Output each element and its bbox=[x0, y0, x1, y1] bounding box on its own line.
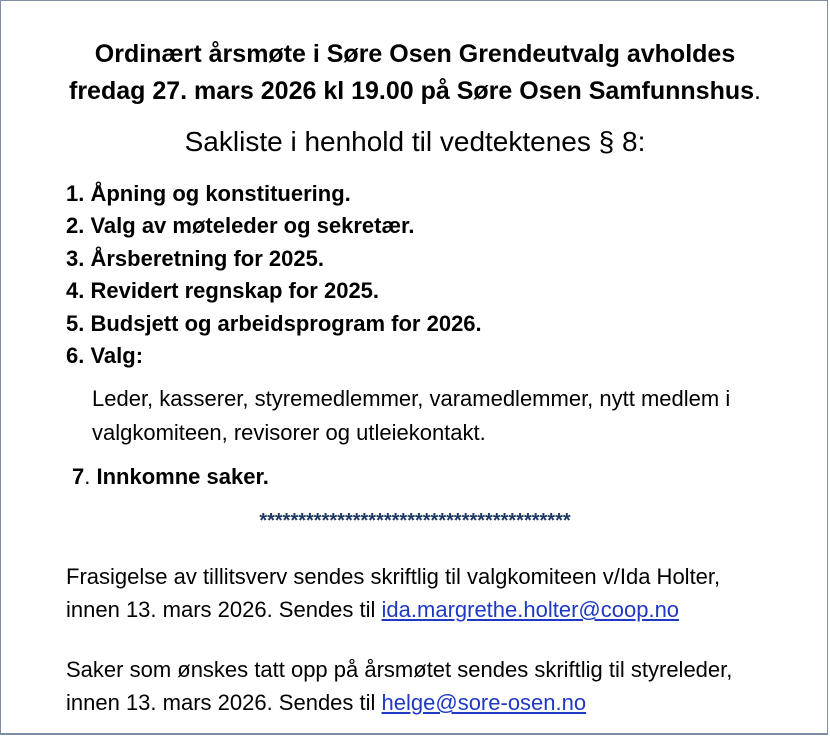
valg-description: Leder, kasserer, styremedlemmer, varamedlemmer, nytt medlem i valgkomiteen, revisorer og utleiekontakt. bbox=[92, 386, 731, 445]
separator-stars: **************************************** bbox=[259, 510, 571, 532]
paragraph1-line2 bbox=[66, 593, 826, 626]
paragraph2-line2 bbox=[66, 686, 826, 719]
item7-dot: . bbox=[84, 464, 91, 489]
agenda-item-1: 1. Åpning og konstituering. bbox=[66, 181, 351, 206]
email-link-valgkomite[interactable]: ida.margrethe.holter@coop.no bbox=[381, 597, 680, 622]
title-period: . bbox=[754, 77, 761, 105]
agenda-item-5: 5. Budsjett og arbeidsprogram for 2026. bbox=[66, 310, 482, 336]
agenda-subtitle: Sakliste i henhold til vedtektenes § 8: bbox=[184, 126, 646, 157]
paragraph2-line2-text: innen 13. mars 2026. Sendes til bbox=[66, 690, 382, 715]
agenda-item-7 bbox=[72, 461, 269, 493]
item7-text: Innkomne saker. bbox=[96, 464, 269, 489]
notice-title bbox=[0, 36, 830, 110]
paragraph1-line1: Frasigelse av tillitsverv sendes skriftlig til valgkomiteen v/Ida Holter, bbox=[66, 564, 721, 589]
agenda-list bbox=[66, 178, 482, 372]
agenda-item-3: 3. Årsberetning for 2025. bbox=[66, 245, 324, 271]
title-line-1: Ordinært årsmøte i Søre Osen Grendeutvalg avholdes bbox=[94, 40, 736, 68]
agenda-item-6: 6. Valg: bbox=[66, 342, 144, 368]
paragraph-cases bbox=[66, 653, 826, 719]
agenda-item-2: 2. Valg av møteleder og sekretær. bbox=[66, 213, 415, 239]
paragraph2-line1: Saker som ønskes tatt opp på årsmøtet sendes skriftlig til styreleder, bbox=[66, 657, 733, 682]
title-line-2-text: fredag 27. mars 2026 kl 19.00 på Søre Osen Samfunnshus bbox=[69, 77, 755, 105]
paragraph-resignation bbox=[66, 560, 826, 626]
item7-number: 7 bbox=[72, 464, 85, 489]
agenda-item-4: 4. Revidert regnskap for 2025. bbox=[66, 278, 380, 304]
paragraph1-line2-text: innen 13. mars 2026. Sendes til bbox=[66, 597, 382, 622]
email-link-styreleder[interactable]: helge@sore-osen.no bbox=[381, 690, 587, 715]
title-line-2 bbox=[0, 73, 830, 110]
